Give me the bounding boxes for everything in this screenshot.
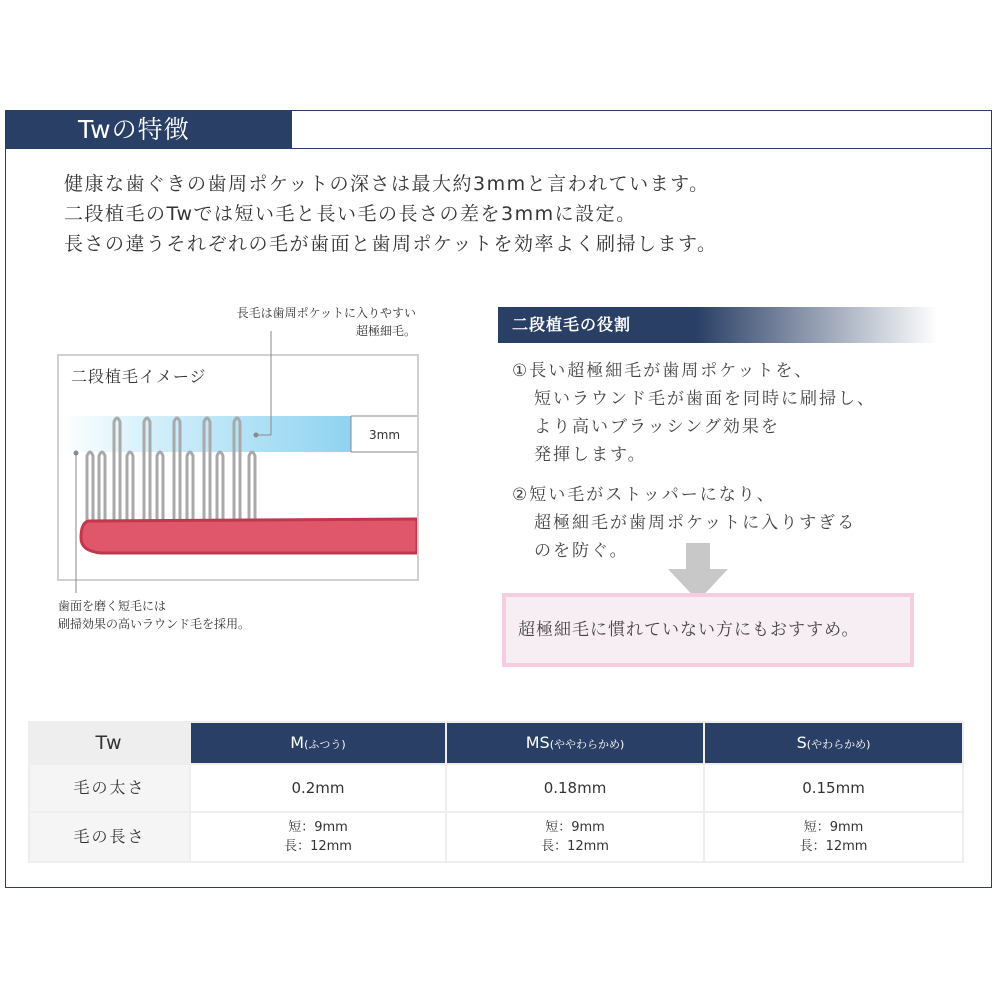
column-main: S — [796, 733, 807, 752]
length-short: 短：9mm — [545, 820, 605, 835]
callout-lines — [46, 331, 466, 631]
table-cell: 0.2mm — [191, 765, 445, 811]
note-line: 超極細毛。 — [355, 324, 416, 338]
illustration-label: 二段植毛イメージ — [71, 367, 207, 386]
role-title: 二段植毛の役割 — [498, 307, 938, 343]
length-long: 長：12mm — [541, 839, 609, 854]
row-label-length: 毛の長さ — [30, 813, 189, 861]
column-sub: (ふつう) — [304, 738, 346, 751]
intro-line: 長さの違うそれぞれの毛が歯面と歯周ポケットを効率よく刷掃します。 — [64, 233, 718, 255]
intro-text — [64, 169, 718, 259]
role-line: ②短い毛がストッパーになり、 — [512, 485, 776, 505]
length-long: 長：12mm — [799, 839, 868, 854]
short-bristle-note — [58, 597, 250, 633]
length-short: 短：9mm — [288, 820, 348, 835]
dimension-label: 3mm — [369, 428, 401, 442]
column-header-ms — [447, 723, 703, 763]
role-line: 短いラウンド毛が歯面を同時に刷掃し、 — [534, 389, 876, 409]
role-line: ①長い超極細毛が歯周ポケットを、 — [512, 361, 814, 381]
note-line: 歯面を磨く短毛には — [58, 599, 167, 613]
column-main: MS — [525, 733, 550, 752]
length-short: 短：9mm — [803, 820, 864, 835]
column-main: M — [290, 733, 305, 752]
recommend-box: 超極細毛に慣れていない方にもおすすめ。 — [502, 593, 914, 667]
intro-line: 二段植毛のTwでは短い毛と長い毛の長さの差を3mmに設定。 — [64, 203, 637, 225]
column-sub: (ややわらかめ) — [549, 738, 625, 751]
table-cell — [705, 813, 962, 861]
intro-line: 健康な歯ぐきの歯周ポケットの深さは最大約3mmと言われています。 — [64, 173, 710, 195]
spec-table — [28, 721, 964, 863]
table-corner: Tw — [30, 723, 189, 763]
role-line: のを防ぐ。 — [534, 541, 629, 561]
table-cell — [447, 813, 703, 861]
table-cell: 0.18mm — [447, 765, 703, 811]
role-item-1 — [512, 357, 876, 469]
table-cell: 0.15mm — [705, 765, 962, 811]
role-line: より高いブラッシング効果を — [534, 417, 780, 437]
title-divider — [292, 148, 992, 149]
note-line: 刷掃効果の高いラウンド毛を採用。 — [58, 617, 251, 631]
length-long: 長：12mm — [284, 839, 352, 854]
feature-section — [5, 110, 992, 888]
role-line: 超極細毛が歯周ポケットに入りすぎる — [534, 513, 857, 533]
role-line: 発揮します。 — [534, 445, 647, 465]
column-header-s — [705, 723, 962, 763]
column-header-m — [191, 723, 445, 763]
section-title: Twの特徴 — [6, 111, 292, 149]
row-label-thickness: 毛の太さ — [30, 765, 189, 811]
column-sub: (やわらかめ) — [806, 738, 871, 751]
note-line: 長毛は歯周ポケットに入りやすい — [236, 306, 416, 320]
table-cell — [191, 813, 445, 861]
